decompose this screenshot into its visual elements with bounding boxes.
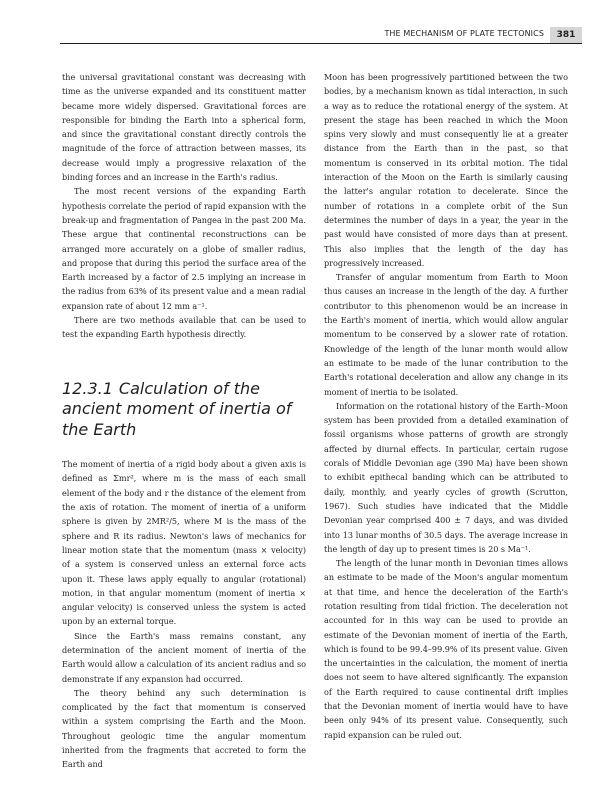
running-head: THE MECHANISM OF PLATE TECTONICS bbox=[384, 29, 544, 38]
page-header bbox=[60, 27, 582, 44]
paragraph: The theory behind any such determination is complicated by the fact that momentum is conserved within a system comprising the Earth and the Moon. Throughout geologic time the angular momentum inherited from the fragments that accreted to form the Earth and bbox=[62, 687, 306, 770]
page-number: 381 bbox=[550, 27, 582, 43]
paragraph: Moon has been progressively partitioned between the two bodies, by a mechanism known as tidal interaction, in such a way as to reduce the rotational energy of the system. At present the stage has been reached in which the Moon spins very slowly and must consequently lie at a greater distance from the Earth than in the past, so that momentum is conserved in its orbital motion. The tidal interaction of the Moon on the Earth is similarly causing the latter's angular rotation to decelerate. Since the number of rotations in a complete orbit of the Sun determines the number of days in a year, the year in the past would have consisted of more days than at present. This also implies that the length of the day has progressively increased. bbox=[324, 72, 568, 268]
paragraph: Transfer of angular momentum from Earth to Moon thus causes an increase in the length of the day. A further contributor to this phenomenon would be an increase in the Earth's moment of inertia, which would allow angular momentum to be conserved by a slower rate of rotation. Knowledge of the length of the lunar month would allow an estimate to be made of the lunar contribution to the Earth's rotational deceleration and allow any change in its moment of inertia to be isolated. bbox=[324, 272, 568, 397]
section-title: Calculation of the ancient moment of inertia of the Earth bbox=[62, 378, 292, 439]
paragraph: Information on the rotational history of the Earth–Moon system has been provided from a detailed examination of fossil organisms whose patterns of growth are strongly affected by diurnal effects. In particular, certain rugose corals of Middle Devonian age (390 Ma) have been shown to exhibit epithecal banding which can be attributed to daily, monthly, and yearly cycles of growth (Scrutton, 1967). Such studies have indicated that the Middle Devonian year comprised 400 ± 7 days, and was divided into 13 lunar months of 30.5 days. The average increase in the length of day up to present times is 20 s Ma⁻¹. bbox=[324, 400, 568, 554]
right-column bbox=[324, 70, 568, 742]
left-column bbox=[62, 70, 306, 772]
paragraph: The length of the lunar month in Devonian times allows an estimate to be made of the Moon's angular momentum at that time, and hence the deceleration of the Earth's rotation resulting from tidal friction. The deceleration not accounted for in this way can be used to provide an estimate of the Devonian moment of inertia of the Earth, which is found to be 99.4–99.9% of its present value. Given the uncertainties in the calculation, the moment of inertia does not seem to have altered significantly. The expansion of the Earth required to cause continental drift implies that the Devonian moment of inertia would have to have been only 94% of its present value. Consequently, such rapid expansion can be ruled out. bbox=[324, 558, 568, 740]
paragraph: the universal gravitational constant was decreasing with time as the universe expanded and its constituent matter became more widely dispersed. Gravitational forces are responsible for binding the Earth into a spherical form, and since the gravitational constant directly controls the magnitude of the force of attraction between masses, its decrease would imply a progressive relaxation of the binding forces and an increase in the Earth's radius. bbox=[62, 72, 306, 183]
section-heading bbox=[62, 379, 306, 441]
paragraph: The most recent versions of the expanding Earth hypothesis correlate the period of rapid expansion with the break-up and fragmentation of Pangea in the past 200 Ma. These argue that continental reconstructions can be arranged more accurately on a globe of smaller radius, and propose that during this period the surface area of the Earth increased by a factor of 2.5 implying an increase in the radius from 63% of its present value and a mean radial expansion rate of about 12 mm a⁻¹. bbox=[62, 186, 306, 311]
paragraph: The moment of inertia of a rigid body about a given axis is defined as Σmr², where m is the mass of each small element of the body and r the distance of the element from the axis of rotation. The moment of inertia of a uniform sphere is given by 2MR²/5, where M is the mass of the sphere and R its radius. Newton's laws of mechanics for linear motion state that the momentum (mass × velocity) of a system is conserved unless an external force acts upon it. These laws apply equally to angular (rotational) motion, in that angular momentum (moment of inertia × angular velocity) is conserved unless the system is acted upon by an external torque. bbox=[62, 459, 306, 627]
paragraph: There are two methods available that can be used to test the expanding Earth hypothesis directly. bbox=[62, 315, 306, 340]
section-number: 12.3.1 bbox=[62, 378, 113, 398]
paragraph: Since the Earth's mass remains constant, any determination of the ancient moment of inertia of the Earth would allow a calculation of its ancient radius and so demonstrate if any expansion had occurred. bbox=[62, 630, 306, 684]
